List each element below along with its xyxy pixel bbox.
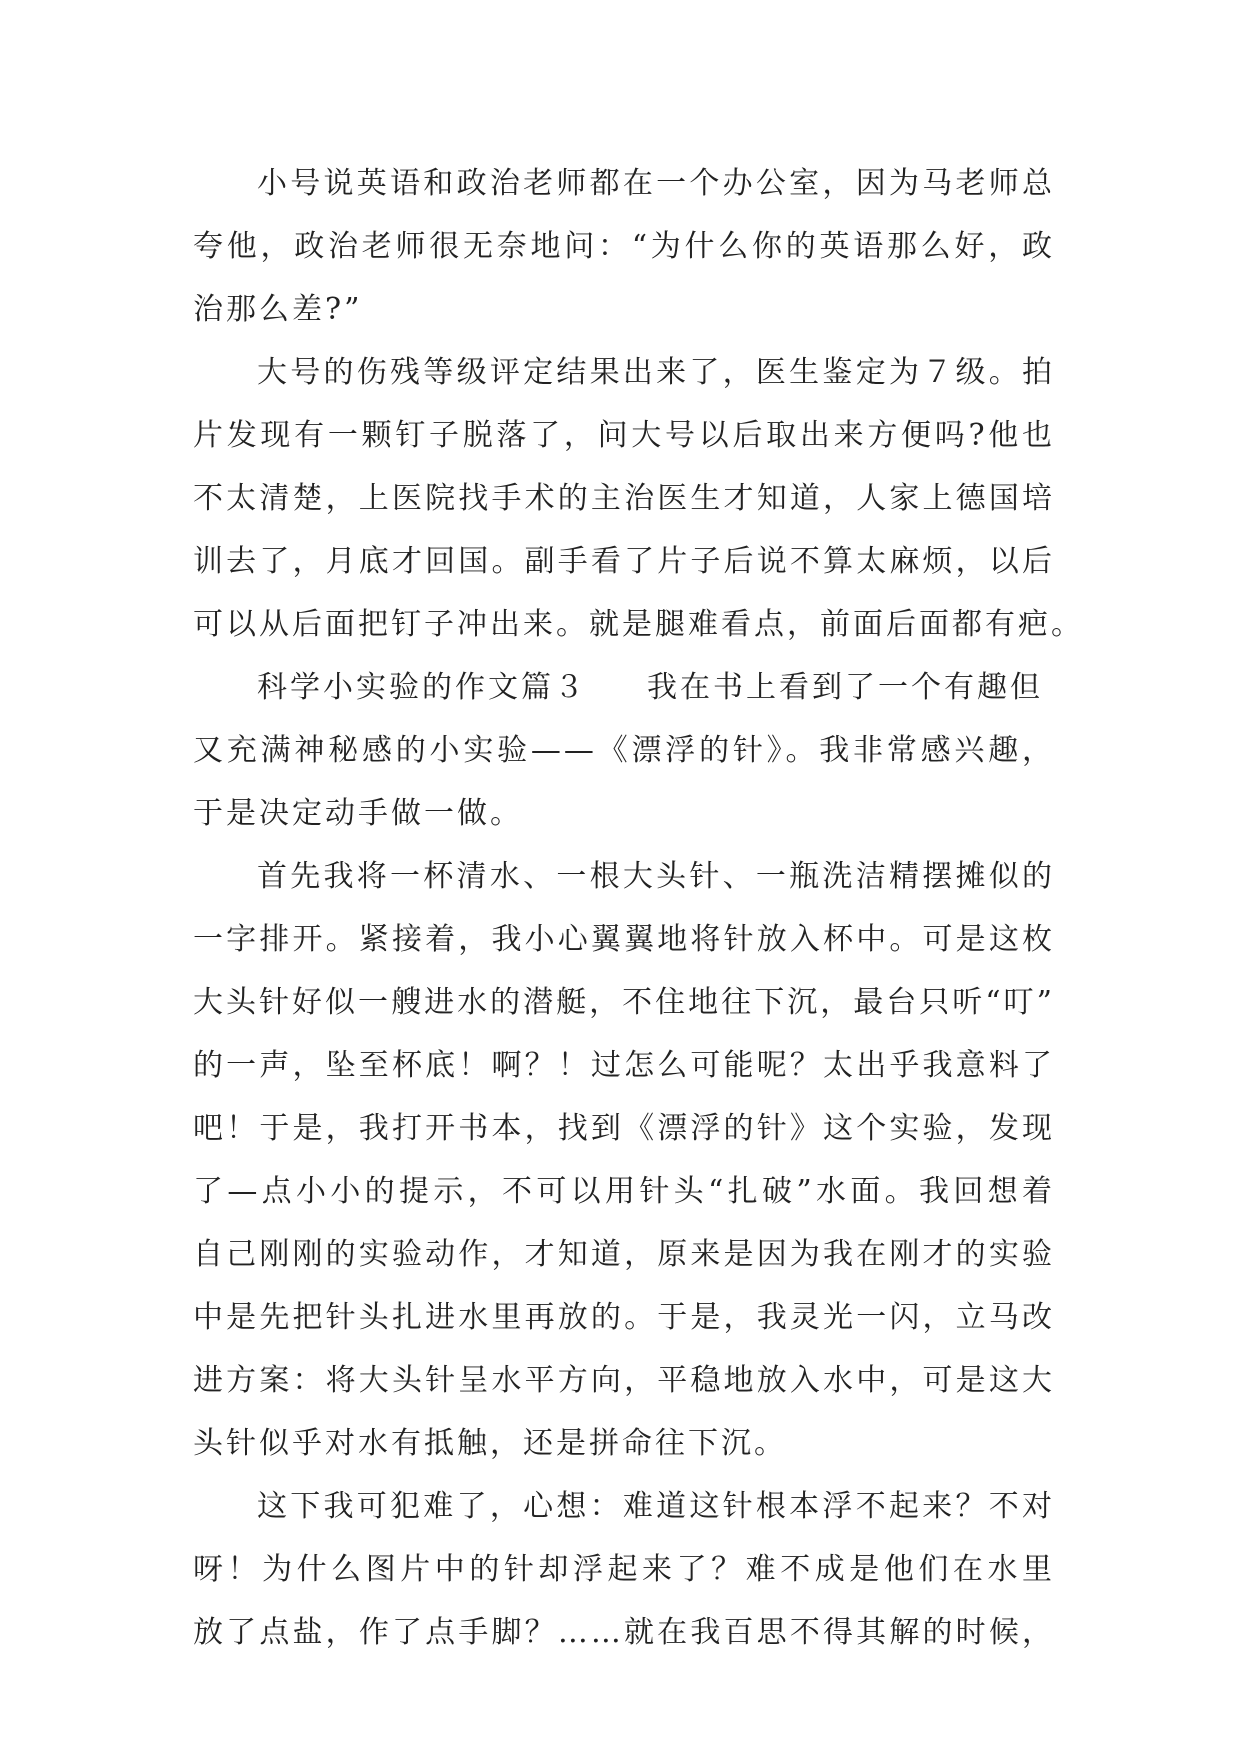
section-heading: 科学小实验的作文篇３ [257, 670, 587, 705]
text-line: 的一声，坠至杯底！啊？！过怎么可能呢？太出乎我意料了 [193, 1048, 1055, 1083]
text-line: 放了点盐，作了点手脚？……就在我百思不得其解的时候， [193, 1615, 1055, 1650]
text-line: 可以从后面把钉子冲出来。就是腿难看点，前面后面都有疤。 [193, 607, 1084, 642]
text-line [193, 656, 1055, 719]
text-line: 呀！为什么图片中的针却浮起来了？难不成是他们在水里 [193, 1552, 1055, 1587]
text-line: 自己刚刚的实验动作，才知道，原来是因为我在刚才的实验 [193, 1237, 1055, 1272]
text-line: 中是先把针头扎进水里再放的。于是，我灵光一闪，立马改 [193, 1300, 1055, 1335]
document-body [193, 152, 1084, 1664]
text-line: 训去了，月底才回国。副手看了片子后说不算太麻烦，以后 [193, 544, 1055, 579]
text-line: 大号的伤残等级评定结果出来了，医生鉴定为７级。拍 [257, 355, 1055, 390]
text-line: 进方案：将大头针呈水平方向，平稳地放入水中，可是这大 [193, 1363, 1055, 1398]
text-line: 一字排开。紧接着，我小心翼翼地将针放入杯中。可是这枚 [193, 922, 1055, 957]
text-line: 这下我可犯难了，心想：难道这针根本浮不起来？不对 [257, 1489, 1055, 1524]
text-line: 了—点小小的提示，不可以用针头“扎破”水面。我回想着 [193, 1174, 1055, 1209]
text-line: 小号说英语和政治老师都在一个办公室，因为马老师总 [257, 166, 1055, 201]
text-line: 首先我将一杯清水、一根大头针、一瓶洗洁精摆摊似的 [257, 859, 1055, 894]
text-line: 不太清楚，上医院找手术的主治医生才知道，人家上德国培 [193, 481, 1055, 516]
text-line: 吧！于是，我打开书本，找到《漂浮的针》这个实验，发现 [193, 1111, 1055, 1146]
text-line: 治那么差?” [193, 292, 363, 327]
text-line: 片发现有一颗钉子脱落了，问大号以后取出来方便吗?他也 [193, 418, 1055, 453]
text-line-segment: 我在书上看到了一个有趣但 [647, 670, 1043, 705]
text-line: 头针似乎对水有抵触，还是拼命往下沉。 [193, 1426, 787, 1461]
text-line: 大头针好似一艘进水的潜艇，不住地往下沉，最台只听“叮” [193, 985, 1055, 1020]
text-line: 夸他，政治老师很无奈地问：“为什么你的英语那么好，政 [193, 229, 1055, 264]
text-line: 又充满神秘感的小实验——《漂浮的针》。我非常感兴趣， [193, 733, 1055, 768]
text-line: 于是决定动手做一做。 [193, 796, 523, 831]
